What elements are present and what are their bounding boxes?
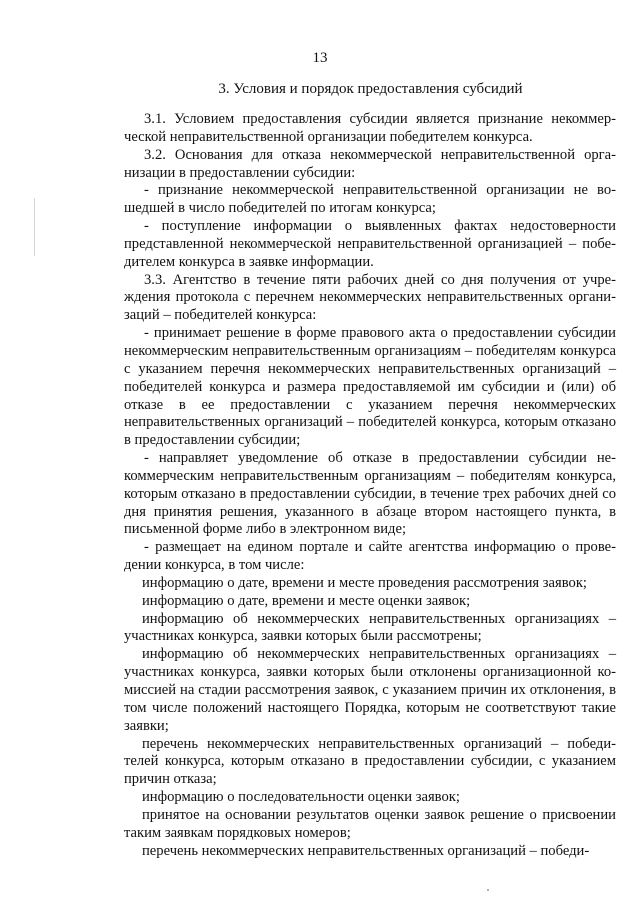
paragraph-3-3-item-2: - направляет уведомление об отказе в предоставлении субсидии некоммерческим неправительственным организациям – победителям конкурса, которым отказано в предоставлении субсидии, в течение трех рабочих дней со дня принятия решения, указанного в абзаце втором настоящего пункта, в письменной форме либо в электронном виде;	[124, 450, 616, 538]
paragraph-info-participants-reviewed: информацию об некоммерческих неправительственных организациях – участниках конкурса, заявки которых были рассмотрены;	[124, 610, 616, 645]
paragraph-list-winners: перечень некоммерческих неправительственных организаций – победи-	[142, 842, 590, 859]
paragraph-ranking-decision: принятое на основании результатов оценки заявок решение о присвоении таким заявкам порядковых номеров;	[124, 806, 616, 841]
paragraph-3-2: 3.2. Основания для отказа некоммерческой неправительственной организации в предоставлении субсидии:	[124, 146, 616, 181]
margin-scan-mark	[34, 198, 35, 256]
paragraph-info-evaluation-order: информацию о последовательности оценки заявок;	[142, 789, 460, 806]
paragraph-info-evaluation-date: информацию о дате, времени и месте оценки заявок;	[142, 592, 471, 609]
paragraph-3-2-item-2: - поступление информации о выявленных фактах недостоверности представленной некоммерческой неправительственной организацией – победителем конкурса в заявке информации.	[124, 218, 616, 270]
paragraph-list-refused-winners: перечень некоммерческих неправительственных организаций – победителей конкурса, которым отказано в предоставлении субсидии, с указанием причин отказа;	[124, 735, 616, 788]
paragraph-3-3-item-3: - размещает на едином портале и сайте агентства информацию о проведении конкурса, в том числе:	[124, 539, 616, 574]
paragraph-3-3: 3.3. Агентство в течение пяти рабочих дней со дня получения от учреждения протокола с перечнем некоммерческих неправительственных организаций – победителей конкурса:	[124, 271, 616, 324]
scan-dot	[487, 889, 489, 891]
section-title: 3. Условия и порядок предоставления субсидий	[218, 81, 523, 97]
paragraph-3-3-item-1: - принимает решение в форме правового акта о предоставлении субсидии некоммерческим неправительственным организациям – победителям конкурса с указанием перечня некоммерческих неправительственных организаций – победителей конкурса и размера предоставляемой им субсидии и (или) об отказе в ее предоставлении с указанием перечня некоммерческих неправительственных организаций – победителей конкурса, которым отказано в предоставлении субсидии;	[124, 325, 616, 449]
paragraph-info-review-date: информацию о дате, времени и месте проведения рассмотрения заявок;	[142, 574, 587, 591]
page-number: 13	[312, 50, 328, 66]
paragraph-info-participants-rejected: информацию об некоммерческих неправительственных организациях – участниках конкурса, заявки которых были отклонены организационной комиссией на стадии рассмотрения заявок, с указанием причин их отклонения, в том числе положений настоящего Порядка, которым не соответствуют такие заявки;	[124, 646, 616, 734]
paragraph-3-1: 3.1. Условием предоставления субсидии является признание некоммерческой неправительственной организации победителем конкурса.	[124, 111, 616, 145]
paragraph-3-2-item-1: - признание некоммерческой неправительственной организации не вошедшей в число победителей по итогам конкурса;	[124, 182, 616, 217]
body-text	[124, 111, 616, 860]
